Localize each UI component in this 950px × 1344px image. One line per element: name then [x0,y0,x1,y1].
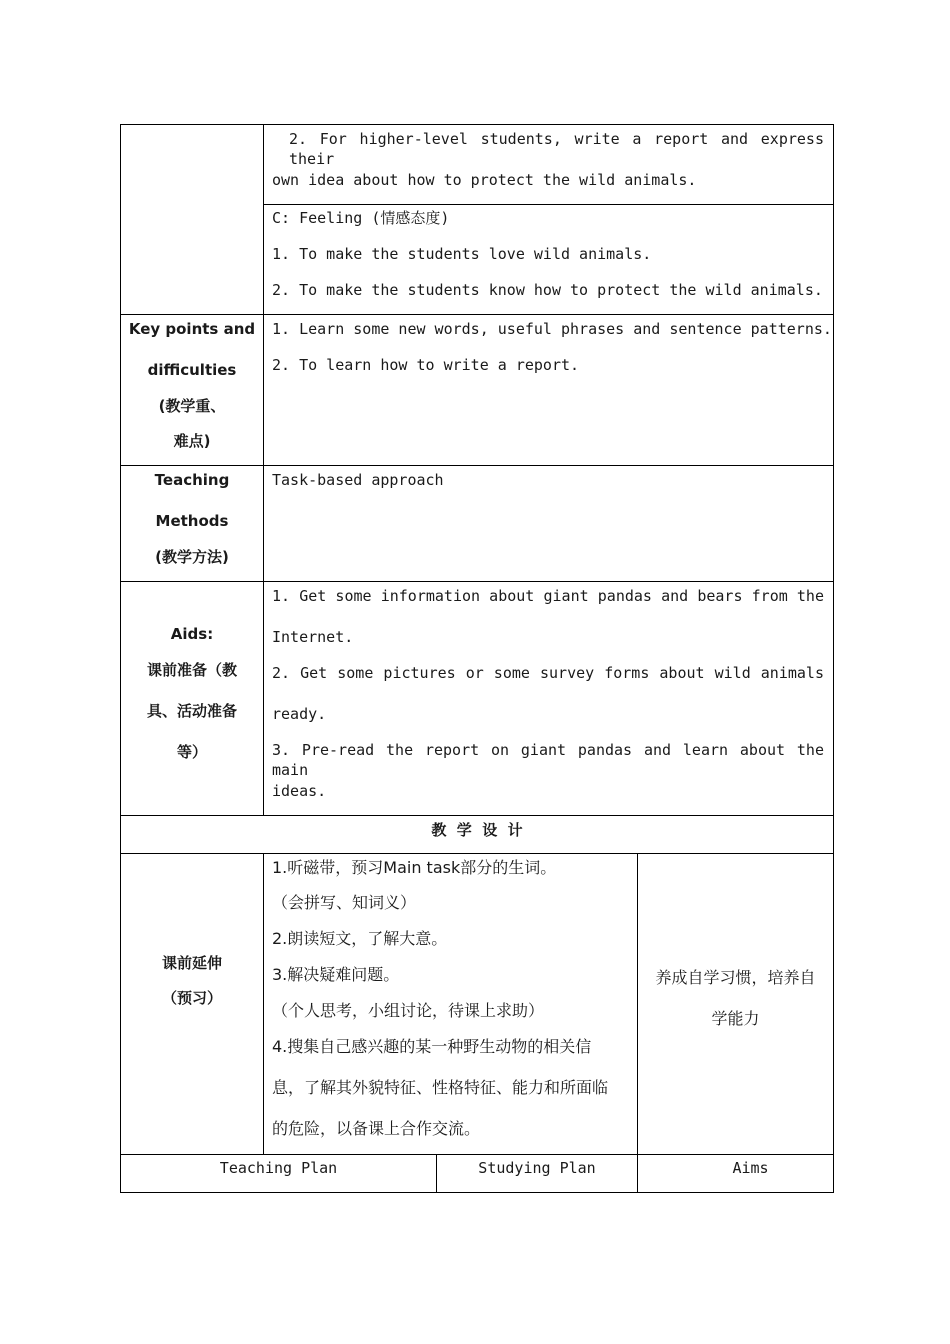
aids-item-1-line-2: Internet. [272,628,354,646]
preview-line-2: （会拼写、知词义） [272,893,417,912]
preview-line-4: 3.解决疑难问题。 [272,965,400,984]
aids-item-3-line-2: ideas. [272,782,327,800]
aids-label-2: 课前准备（教 [146,661,237,679]
preview-line-3: 2.朗读短文，了解大意。 [272,929,448,948]
aids-item-1-line-1: 1. Get some information about giant pandas and bears from the [272,587,824,605]
key-points-label-1: Key points and [128,320,256,338]
key-points-label-2: difficulties [147,361,237,379]
feeling-heading: C: Feeling (情感态度) [272,209,450,227]
teaching-methods-label-1: Teaching [154,471,230,489]
table-border-right [833,124,834,1193]
row-divider [120,465,834,466]
feeling-item-2: 2. To make the students know how to protect the wild animals. [272,281,823,299]
preview-line-8: 的危险，以备课上合作交流。 [272,1119,481,1138]
row-divider [120,581,834,582]
column-divider [263,124,264,816]
teaching-methods-content: Task-based approach [272,471,444,489]
preview-label-1: 课前延伸 [161,954,222,972]
preview-line-6: 4.搜集自己感兴趣的某一种野生动物的相关信 [272,1037,592,1056]
table-border-bottom [120,1192,834,1193]
skill-item-2-line-1: 2. For higher-level students, write a report and express their [289,130,824,168]
preview-line-7: 息，了解其外貌特征、性格特征、能力和所面临 [272,1078,609,1097]
aids-item-2-line-2: ready. [272,705,327,723]
key-point-item-1: 1. Learn some new words, useful phrases and sentence patterns. [272,320,832,338]
row-divider [120,815,834,816]
preview-label-2: （预习） [161,989,222,1007]
teaching-plan-header: Teaching Plan [219,1159,338,1177]
studying-plan-header: Studying Plan [478,1159,596,1177]
aids-item-3-line-1: 3. Pre-read the report on giant pandas and learn about the main [272,741,824,779]
row-divider [263,204,834,205]
preview-line-5: （个人思考，小组讨论，待课上求助） [272,1001,545,1020]
row-divider [120,853,834,854]
feeling-item-1: 1. To make the students love wild animals. [272,245,652,263]
preview-line-1: 1.听磁带，预习Main task部分的生词。 [272,858,557,877]
aids-item-2-line-1: 2. Get some pictures or some survey forms about wild animals [272,664,824,682]
aids-label-1: Aids: [170,625,214,643]
table-border-top [120,124,834,125]
key-point-item-2: 2. To learn how to write a report. [272,356,580,374]
aids-label-4: 等） [176,743,207,761]
row-divider [120,1154,834,1155]
aids-label-3: 具、活动准备 [146,702,237,720]
preview-aim-line-2: 学能力 [711,1009,760,1028]
aims-header: Aims [732,1159,769,1177]
table-border-left [120,124,121,1193]
column-divider [263,853,264,1155]
key-points-label-4: 难点) [173,432,211,450]
row-divider [120,314,834,315]
teaching-methods-label-2: Methods [155,512,229,530]
preview-aim-line-1: 养成自学习惯，培养自 [655,968,816,987]
key-points-label-3: (教学重、 [158,397,226,415]
teaching-methods-label-3: (教学方法) [155,548,229,566]
design-title: 教 学 设 计 [431,821,523,839]
skill-item-2-line-2: own idea about how to protect the wild animals. [272,171,697,189]
